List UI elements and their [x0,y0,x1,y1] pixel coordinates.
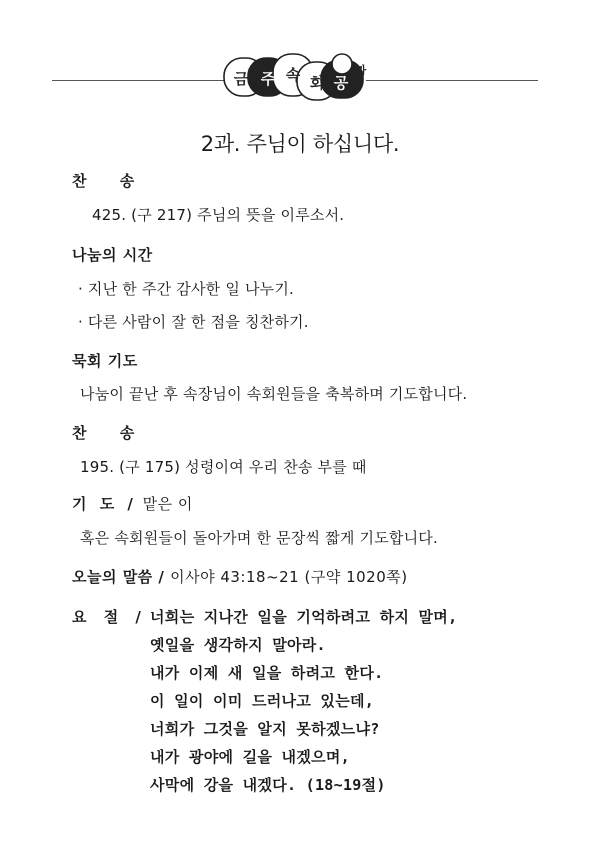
prayer-text: 혹은 속회원들이 돌아가며 한 문장씩 짧게 기도합니다. [80,529,438,547]
prayer-heading [72,493,193,514]
banner-char-6: 과 [355,64,367,77]
sharing-item: · 다른 사람이 잘 한 점을 칭찬하기. [78,313,309,331]
silent-prayer-text: 나눔이 끝난 후 속장님이 속회원들을 축복하며 기도합니다. [80,385,468,403]
key-verse-line: 이 일이 이미 드러나고 있는데, [150,692,375,710]
lesson-title: 2과. 주님이 하십니다. [200,132,400,156]
scripture-reference: 이사야 43:18~21 (구약 1020쪽) [170,568,408,586]
hymn-heading-2: 찬 송 [72,424,149,442]
scripture-heading [72,566,408,587]
banner-char-1: 금 [233,70,249,88]
hymn-text-1: 425. (구 217) 주님의 뜻을 이루소서. [92,206,345,224]
scripture-label: 오늘의 말씀 / [72,568,165,586]
hymn-text-2: 195. (구 175) 성령이여 우리 찬송 부를 때 [80,458,367,476]
header-rule-left [52,80,230,81]
key-verse-line: 내가 이제 새 일을 하려고 한다. [150,664,384,682]
lesson-banner-logo [221,48,373,110]
key-verse-line: 너희는 지나간 일을 기억하려고 하지 말며, [150,608,458,626]
prayer-label: 기 도 / [72,495,137,513]
sharing-item: · 지난 한 주간 감사한 일 나누기. [78,280,295,298]
hymn-heading-1: 찬 송 [72,172,149,190]
banner-char-5: 공 [333,74,349,92]
sharing-heading: 나눔의 시간 [72,246,153,264]
silent-prayer-heading: 묵회 기도 [72,352,138,370]
key-verse-line: 사막에 강을 내겠다. (18~19절) [150,776,386,794]
header-rule-right [366,80,538,81]
key-verse-line: 너희가 그것을 알지 못하겠느냐? [150,720,380,738]
key-verse-heading: 요 절 / [72,608,147,626]
banner-char-3: 속 [285,66,301,84]
key-verse-line: 내가 광야에 길을 내겠으며, [150,748,351,766]
prayer-leader: 맡은 이 [142,495,193,513]
banner-char-4: 회 [309,74,325,92]
key-verse-line: 옛일을 생각하지 말아라. [150,636,326,654]
banner-char-2: 주 [260,70,276,88]
